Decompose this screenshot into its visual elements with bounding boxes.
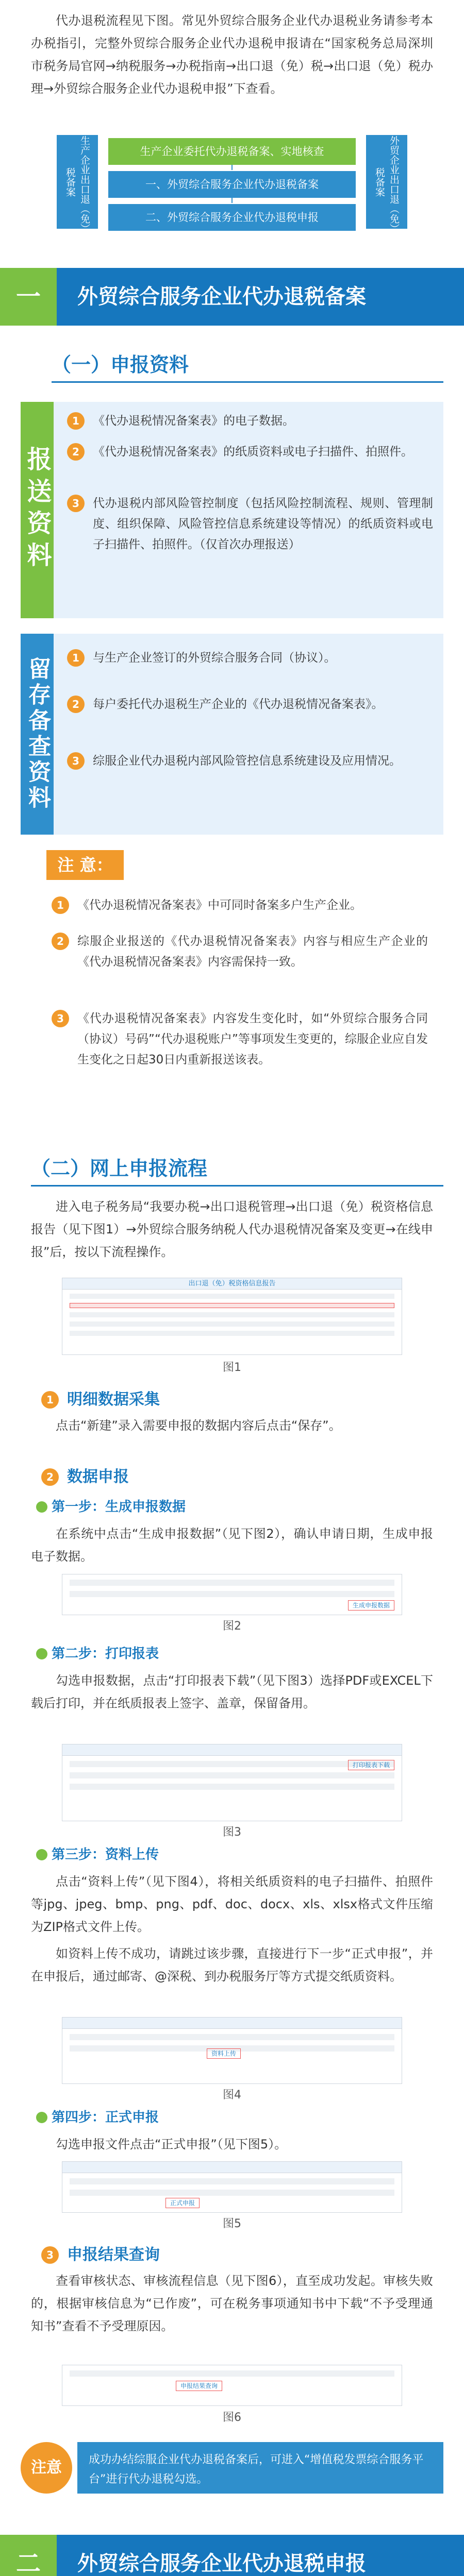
step1-icon: 1 [41, 1391, 59, 1409]
group1-item3-text: 代办退税内部风险管控制度（包括风险控制流程、规则、管理制度、组织保障、风险管控信息系统建设等情况）的纸质资料或电子扫描件、拍照件。（仅首次办理报送） [93, 497, 433, 551]
group2-item3-number: 3 [67, 752, 85, 770]
fig1-header: 出口退（免）税资格信息报告 [62, 1278, 402, 1290]
step1-title: 明细数据采集 [67, 1391, 160, 1409]
section2-title: 外贸综合服务企业代办退税申报 [77, 2552, 366, 2575]
group2-item1-text: 与生产企业签订的外贸综合服务合同（协议）。 [93, 651, 336, 665]
step2-icon: 2 [41, 1468, 59, 1486]
group2-item3-text: 综服企业代办退税内部风险管控信息系统建设及应用情况。 [93, 754, 401, 768]
section2-number: 二 [0, 2535, 57, 2576]
group1-item1-number: 1 [67, 412, 85, 430]
screenshot-fig1 [62, 1278, 402, 1355]
sub1-bullet-icon [36, 1501, 47, 1513]
sub2-text: 勾选申报数据，点击“打印报表下载”（见下图3）选择PDF或EXCEL下载后打印，并在纸质报表上签字、盖章，保留备用。 [31, 1673, 433, 1710]
s1-sub1-title: （一）申报资料 [52, 353, 189, 376]
fig1-row [70, 1321, 394, 1327]
fig4-header [62, 2018, 402, 2029]
fig2-generate-button: 生成申报数据 [348, 1600, 394, 1611]
fig6-row [70, 2370, 394, 2377]
s1-sub2-intro: 进入电子税务局“我要办税→出口退税管理→出口退（免）税资格信息报告（见下图1）→外贸综合服务纳税人代办退税情况备案及变更→在线申报”后，按以下流程操作。 [31, 1199, 433, 1259]
group1-label [21, 402, 54, 618]
flow-connectors [0, 129, 464, 237]
group2-item2-text: 每户委托代办退税生产企业的《代办退税情况备案表》。 [93, 698, 384, 711]
note1-item2-text: 综服企业报送的《代办退税情况备案表》内容与相应生产企业的《代办退税情况备案表》内容需保持一致。 [77, 935, 428, 969]
group2-item1-number: 1 [67, 649, 85, 667]
fig6-caption: 图6 [223, 2411, 241, 2424]
fig1-row [70, 1294, 394, 1299]
s1-sub1-underline [52, 381, 443, 383]
fig3-row [70, 1761, 394, 1767]
step3-text: 查看审核状态、审核流程信息（见下图6），直至成功发起。审核失败的，根据审核信息为“已作废”，可在税务事项通知书中下载“不予受理通知书”查看不予受理原因。 [31, 2274, 433, 2333]
fig3-row [70, 1784, 394, 1790]
intro-paragraph: 代办退税流程见下图。常见外贸综合服务企业代办退税业务请参考本办税指引，完整外贸综合服务企业代办退税申报请在“国家税务总局深圳市税务局官网→纳税服务→办税指南→出口退（免）税→出口退（免）税办理→外贸综合服务企业代办退税申报”下查看。 [31, 13, 433, 96]
fig1-row [70, 1331, 394, 1336]
group2-item2-number: 2 [67, 696, 85, 713]
fig5-caption: 图5 [223, 2217, 241, 2230]
section1-number: 一 [0, 268, 57, 326]
group2-label [21, 634, 54, 835]
fig1-row-highlight [70, 1303, 394, 1308]
sub1-title: 第一步：生成申报数据 [52, 1499, 186, 1515]
fig4-caption: 图4 [223, 2089, 241, 2102]
fig3-header [62, 1744, 402, 1756]
sub4-title: 第四步：正式申报 [52, 2110, 159, 2125]
fig3-caption: 图3 [223, 1826, 241, 1839]
fig2-row [70, 1591, 394, 1597]
section2-banner [0, 2535, 464, 2576]
section1-banner [0, 268, 464, 326]
fig5-header [62, 2162, 402, 2173]
sub2-bullet-icon [36, 1648, 47, 1659]
note1-item3-number: 3 [52, 1010, 69, 1027]
fig3-row [70, 1772, 394, 1778]
sub2-title: 第二步：打印报表 [52, 1646, 159, 1662]
fig1-caption: 图1 [223, 1361, 241, 1374]
fig5-submit-button: 正式申报 [165, 2198, 200, 2208]
sub3-text2: 如资料上传不成功，请跳过该步骤，直接进行下一步“正式申报”，并在申报后，通过邮寄、@深税、到办税服务厅等方式提交纸质资料。 [31, 1946, 433, 1984]
s1-sub2-title: （二）网上申报流程 [31, 1157, 208, 1180]
sub3-bullet-icon [36, 1849, 47, 1860]
note2-text: 成功办结综服企业代办退税备案后，可进入“增值税发票综合服务平台”进行代办退税勾选。 [77, 2442, 443, 2494]
group1-item2-text: 《代办退税情况备案表》的纸质资料或电子扫描件、拍照件。 [93, 445, 413, 459]
step1-text: 点击“新建”录入需要申报的数据内容后点击“保存”。 [56, 1418, 341, 1433]
fig2-row [70, 1580, 394, 1586]
note1-item3-text: 《代办退税情况备案表》内容发生变化时，如“外贸综合服务合同（协议）号码”“代办退税账户”等事项发生变更的，综服企业应自发生变化之日起30日内重新报送该表。 [77, 1012, 428, 1066]
fig3-print-button: 打印报表下载 [348, 1760, 394, 1770]
screenshot-fig4 [62, 2017, 402, 2084]
flow-right-label: 外贸企业出口退（免）税备案 [366, 135, 407, 229]
screenshot-fig5 [62, 2161, 402, 2213]
flow-left-label: 生产企业出口退（免）税备案 [57, 135, 98, 229]
group1-item2-number: 2 [67, 443, 85, 461]
fig5-row [70, 2190, 394, 2196]
group1-item3-number: 3 [67, 495, 85, 512]
note1-item1-number: 1 [52, 896, 69, 914]
step3-icon: 3 [41, 2246, 59, 2264]
fig6-query-button: 申报结果查询 [176, 2381, 222, 2391]
sub1-text: 在系统中点击“生成申报数据”（见下图2），确认申请日期，生成申报电子数据。 [31, 1527, 433, 1564]
fig4-upload-button: 资料上传 [207, 2048, 241, 2059]
group2-label-text: 留存备查资料 [24, 657, 51, 811]
note1-item2-number: 2 [52, 933, 69, 950]
sub4-bullet-icon [36, 2112, 47, 2123]
sub3-text1: 点击“资料上传”（见下图4），将相关纸质资料的电子扫描件、拍照件等jpg、jpeg、bmp、png、pdf、doc、docx、xls、xlsx格式文件压缩为ZIP格式文件上传。 [31, 1874, 433, 1934]
flow-box-mid: 一、外贸综合服务企业代办退税备案 [108, 171, 356, 198]
fig5-row [70, 2178, 394, 2184]
group1-item1-text: 《代办退税情况备案表》的电子数据。 [93, 414, 294, 428]
section1-title: 外贸综合服务企业代办退税备案 [77, 285, 366, 309]
fig2-caption: 图2 [223, 1620, 241, 1633]
sub4-text: 勾选申报文件点击“正式申报”（见下图5）。 [56, 2137, 287, 2151]
sub3-title: 第三步：资料上传 [52, 1847, 159, 1862]
step3-title: 申报结果查询 [67, 2246, 160, 2264]
fig4-row [70, 2034, 394, 2040]
note1-item1-text: 《代办退税情况备案表》中可同时备案多户生产企业。 [77, 899, 362, 912]
group1-label-text: 报送资料 [23, 446, 52, 574]
screenshot-fig2 [62, 1574, 402, 1615]
s1-sub2-underline [31, 1185, 443, 1187]
step2-title: 数据申报 [67, 1468, 129, 1486]
fig1-row [70, 1312, 394, 1317]
screenshot-fig6 [62, 2365, 402, 2406]
note2-tag: 注意 [21, 2442, 72, 2494]
note1-tag: 注 意： [46, 850, 124, 880]
flow-box-bot: 二、外贸综合服务企业代办退税申报 [108, 204, 356, 231]
flow-box-top: 生产企业委托代办退税备案、实地核查 [108, 138, 356, 165]
screenshot-fig3 [62, 1744, 402, 1821]
